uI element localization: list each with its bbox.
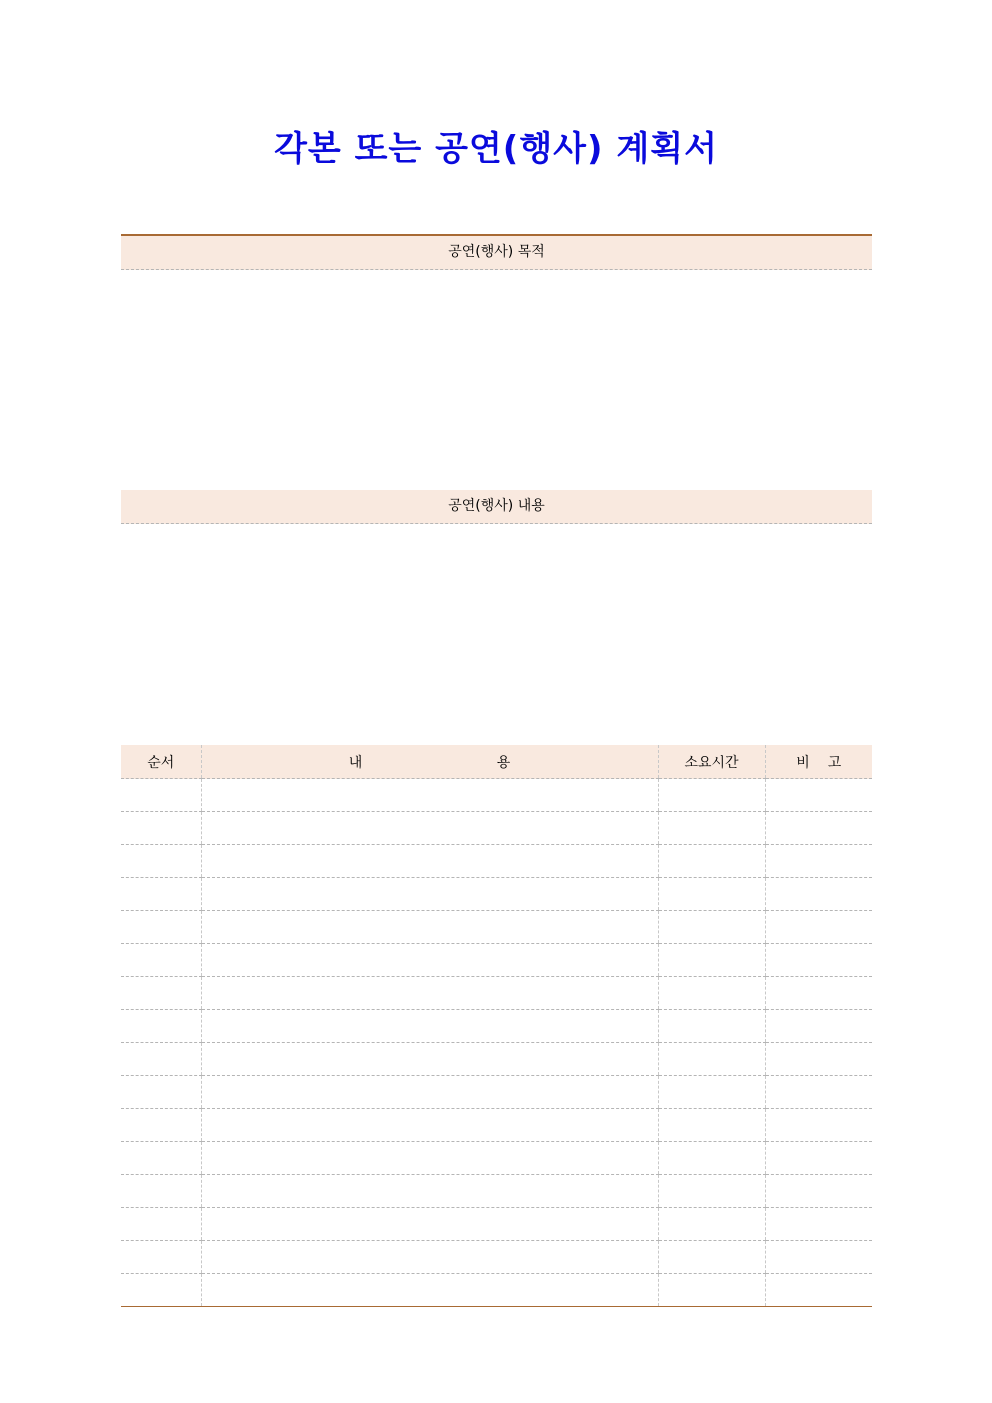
order-cell[interactable] <box>121 878 201 911</box>
purpose-section <box>121 234 872 488</box>
note-cell[interactable] <box>765 977 872 1010</box>
table-row <box>121 1142 872 1175</box>
content-cell[interactable] <box>201 911 658 944</box>
order-cell[interactable] <box>121 1208 201 1241</box>
table-row <box>121 1043 872 1076</box>
order-column-header: 순서 <box>121 745 201 779</box>
order-cell[interactable] <box>121 845 201 878</box>
note-cell[interactable] <box>765 1010 872 1043</box>
content-body[interactable] <box>121 524 872 745</box>
table-row <box>121 812 872 845</box>
table-row <box>121 878 872 911</box>
note-cell[interactable] <box>765 1274 872 1307</box>
note-column-header <box>765 745 872 779</box>
order-cell[interactable] <box>121 812 201 845</box>
time-cell[interactable] <box>658 1109 765 1142</box>
table-row <box>121 944 872 977</box>
time-cell[interactable] <box>658 1076 765 1109</box>
content-cell[interactable] <box>201 845 658 878</box>
time-cell[interactable] <box>658 911 765 944</box>
content-cell[interactable] <box>201 1274 658 1307</box>
content-cell[interactable] <box>201 1142 658 1175</box>
note-cell[interactable] <box>765 1208 872 1241</box>
content-column-header <box>201 745 658 779</box>
order-cell[interactable] <box>121 977 201 1010</box>
note-header-right: 고 <box>827 754 842 771</box>
table-row <box>121 845 872 878</box>
content-cell[interactable] <box>201 1109 658 1142</box>
order-cell[interactable] <box>121 1142 201 1175</box>
time-cell[interactable] <box>658 878 765 911</box>
note-cell[interactable] <box>765 812 872 845</box>
time-cell[interactable] <box>658 1274 765 1307</box>
content-cell[interactable] <box>201 1076 658 1109</box>
table-row <box>121 779 872 812</box>
order-cell[interactable] <box>121 1109 201 1142</box>
table-row <box>121 1274 872 1307</box>
content-cell[interactable] <box>201 1010 658 1043</box>
order-cell[interactable] <box>121 1241 201 1274</box>
note-cell[interactable] <box>765 1142 872 1175</box>
note-cell[interactable] <box>765 911 872 944</box>
time-cell[interactable] <box>658 1175 765 1208</box>
content-header-left: 내 <box>348 754 363 771</box>
table-row <box>121 911 872 944</box>
table-row <box>121 1208 872 1241</box>
order-cell[interactable] <box>121 1274 201 1307</box>
note-cell[interactable] <box>765 1043 872 1076</box>
content-cell[interactable] <box>201 944 658 977</box>
time-cell[interactable] <box>658 977 765 1010</box>
order-cell[interactable] <box>121 944 201 977</box>
table-row <box>121 1010 872 1043</box>
time-cell[interactable] <box>658 1043 765 1076</box>
content-cell[interactable] <box>201 812 658 845</box>
schedule-table <box>121 745 872 1307</box>
table-row <box>121 1175 872 1208</box>
table-row <box>121 1109 872 1142</box>
order-cell[interactable] <box>121 1076 201 1109</box>
note-cell[interactable] <box>765 944 872 977</box>
purpose-body[interactable] <box>121 270 872 488</box>
page-title: 각본 또는 공연(행사) 계획서 <box>274 129 718 169</box>
content-cell[interactable] <box>201 1208 658 1241</box>
content-cell[interactable] <box>201 878 658 911</box>
order-cell[interactable] <box>121 1175 201 1208</box>
time-cell[interactable] <box>658 1241 765 1274</box>
order-cell[interactable] <box>121 1010 201 1043</box>
time-cell[interactable] <box>658 1142 765 1175</box>
note-cell[interactable] <box>765 845 872 878</box>
time-cell[interactable] <box>658 944 765 977</box>
content-header: 공연(행사) 내용 <box>121 490 872 524</box>
time-cell[interactable] <box>658 779 765 812</box>
note-cell[interactable] <box>765 1076 872 1109</box>
content-section <box>121 490 872 745</box>
schedule-body <box>121 779 872 1307</box>
content-cell[interactable] <box>201 1241 658 1274</box>
schedule-header-row <box>121 745 872 779</box>
note-cell[interactable] <box>765 1109 872 1142</box>
time-cell[interactable] <box>658 845 765 878</box>
table-row <box>121 977 872 1010</box>
content-cell[interactable] <box>201 977 658 1010</box>
content-cell[interactable] <box>201 1043 658 1076</box>
time-cell[interactable] <box>658 1208 765 1241</box>
time-cell[interactable] <box>658 1010 765 1043</box>
note-cell[interactable] <box>765 878 872 911</box>
note-header-left: 비 <box>796 754 810 771</box>
content-cell[interactable] <box>201 1175 658 1208</box>
note-cell[interactable] <box>765 1241 872 1274</box>
purpose-header: 공연(행사) 목적 <box>121 236 872 270</box>
time-column-header: 소요시간 <box>658 745 765 779</box>
content-header-right: 용 <box>496 754 511 771</box>
content-cell[interactable] <box>201 779 658 812</box>
table-row <box>121 1076 872 1109</box>
table-row <box>121 1241 872 1274</box>
time-cell[interactable] <box>658 812 765 845</box>
order-cell[interactable] <box>121 911 201 944</box>
note-cell[interactable] <box>765 779 872 812</box>
order-cell[interactable] <box>121 1043 201 1076</box>
note-cell[interactable] <box>765 1175 872 1208</box>
order-cell[interactable] <box>121 779 201 812</box>
